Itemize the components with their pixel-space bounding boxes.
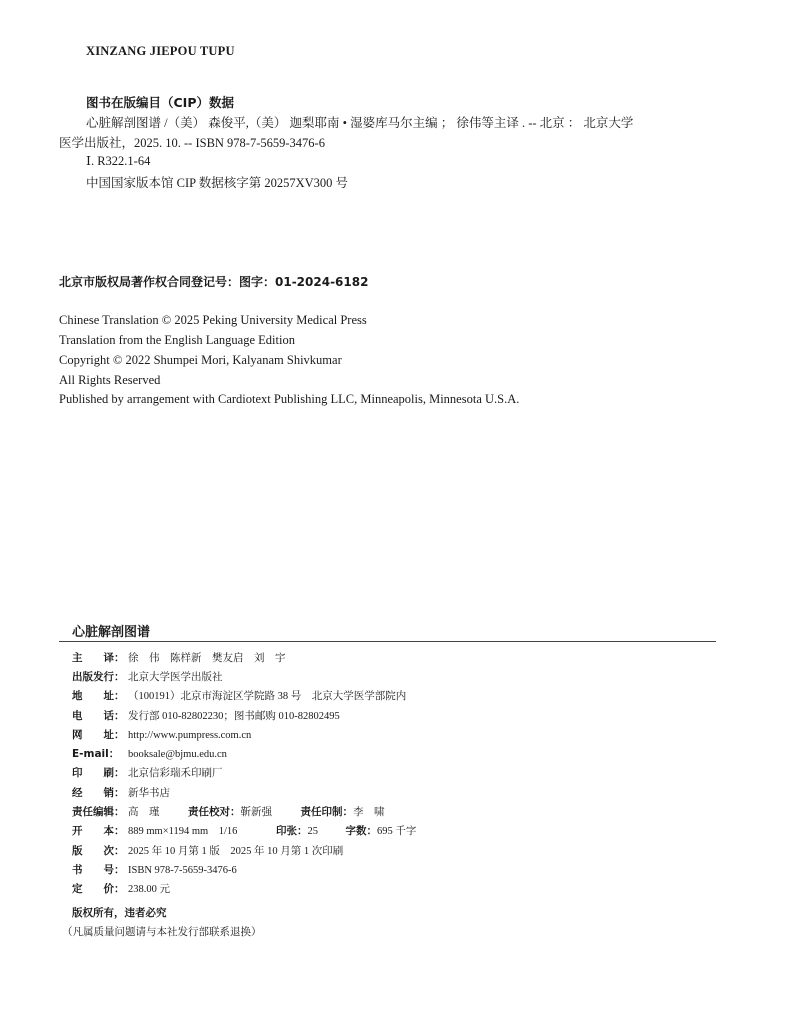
english-line-5: Published by arrangement with Cardiotext Publishing LLC, Minneapolis, Minnesota U.S.A. (59, 392, 520, 406)
info-value: booksale@bjmu.edu.cn (128, 749, 227, 760)
info-label: 责任编辑： (72, 806, 125, 818)
info-row-address (72, 688, 406, 704)
info-value: （100191）北京市海淀区学院路 38 号 北京大学医学部院内 (128, 691, 407, 702)
info-sublabel: 字数： (345, 825, 377, 837)
info-value: 靳新强 (240, 807, 272, 818)
info-value: 25 (307, 826, 318, 837)
info-value: 新华书店 (128, 788, 170, 799)
cip-heading: 图书在版编目（CIP）数据 (86, 95, 234, 110)
info-label: 网 址： (72, 729, 125, 741)
info-label: 版 次： (72, 845, 125, 857)
info-row-editors (72, 804, 385, 820)
info-label: 地 址： (72, 690, 125, 702)
info-row-edition (72, 843, 343, 859)
info-label: 电 话： (72, 710, 125, 722)
pinyin-title: XINZANG JIEPOU TUPU (86, 44, 235, 58)
info-row-phone (72, 708, 340, 724)
info-value: 北京大学医学出版社 (128, 672, 223, 683)
divider (59, 641, 716, 642)
info-value: 高 瑾 (128, 807, 160, 818)
info-value: 889 mm×1194 mm 1/16 (128, 826, 238, 837)
english-line-1: Chinese Translation © 2025 Peking University Medical Press (59, 313, 367, 327)
info-value: http://www.pumpress.com.cn (128, 730, 252, 741)
info-row-translators (72, 650, 286, 666)
info-row-price (72, 881, 170, 897)
info-label: 开 本： (72, 825, 125, 837)
info-label: E-mail： (72, 748, 120, 760)
info-value: ISBN 978-7-5659-3476-6 (128, 865, 237, 876)
cip-line-4: 中国国家版本馆 CIP 数据核字第 20257XV300 号 (86, 176, 349, 190)
info-row-publisher (72, 669, 223, 685)
copyright-registration: 北京市版权局著作权合同登记号：图字：01-2024-6182 (59, 275, 369, 289)
info-label: 经 销： (72, 787, 125, 799)
info-value: 北京信彩瑞禾印刷厂 (128, 768, 223, 779)
info-row-isbn (72, 862, 237, 878)
info-label: 书 号： (72, 864, 125, 876)
cip-line-3: Ⅰ. R322.1-64 (86, 154, 151, 168)
info-label: 印 刷： (72, 767, 125, 779)
book-title: 心脏解剖图谱 (72, 625, 151, 640)
info-row-website (72, 727, 251, 743)
info-value: 徐 伟 陈样新 樊友启 刘 宇 (128, 653, 286, 664)
info-row-printer (72, 765, 223, 781)
info-value: 695 千字 (377, 826, 417, 837)
info-label: 定 价： (72, 883, 125, 895)
info-value: 李 啸 (353, 807, 385, 818)
info-sublabel: 责任校对： (188, 806, 241, 818)
cip-line-2: 医学出版社，2025. 10. -- ISBN 978-7-5659-3476-6 (59, 136, 325, 150)
english-line-4: All Rights Reserved (59, 373, 161, 387)
info-row-format (72, 823, 416, 839)
info-row-email (72, 746, 227, 762)
info-value: 发行部 010-82802230；图书邮购 010-82802495 (128, 711, 340, 722)
rights-notice: 版权所有，违者必究 (72, 907, 167, 919)
cip-line-1: 心脏解剖图谱 /（美） 森俊平,（美） 迦梨耶南 • 湿婆库马尔主编 ； 徐伟等主译 . -- 北京 ： 北京大学 (86, 116, 634, 130)
info-sublabel: 责任印制： (300, 806, 353, 818)
info-row-distributor (72, 785, 170, 801)
quality-note: （凡属质量问题请与本社发行部联系退换） (62, 927, 262, 938)
info-value: 2025 年 10 月第 1 版 2025 年 10 月第 1 次印刷 (128, 846, 344, 857)
info-label: 出版发行： (72, 671, 125, 683)
info-value: 238.00 元 (128, 884, 170, 895)
info-label: 主 译： (72, 652, 125, 664)
info-sublabel: 印张： (276, 825, 308, 837)
english-line-3: Copyright © 2022 Shumpei Mori, Kalyanam Shivkumar (59, 353, 342, 367)
english-line-2: Translation from the English Language Edition (59, 333, 295, 347)
